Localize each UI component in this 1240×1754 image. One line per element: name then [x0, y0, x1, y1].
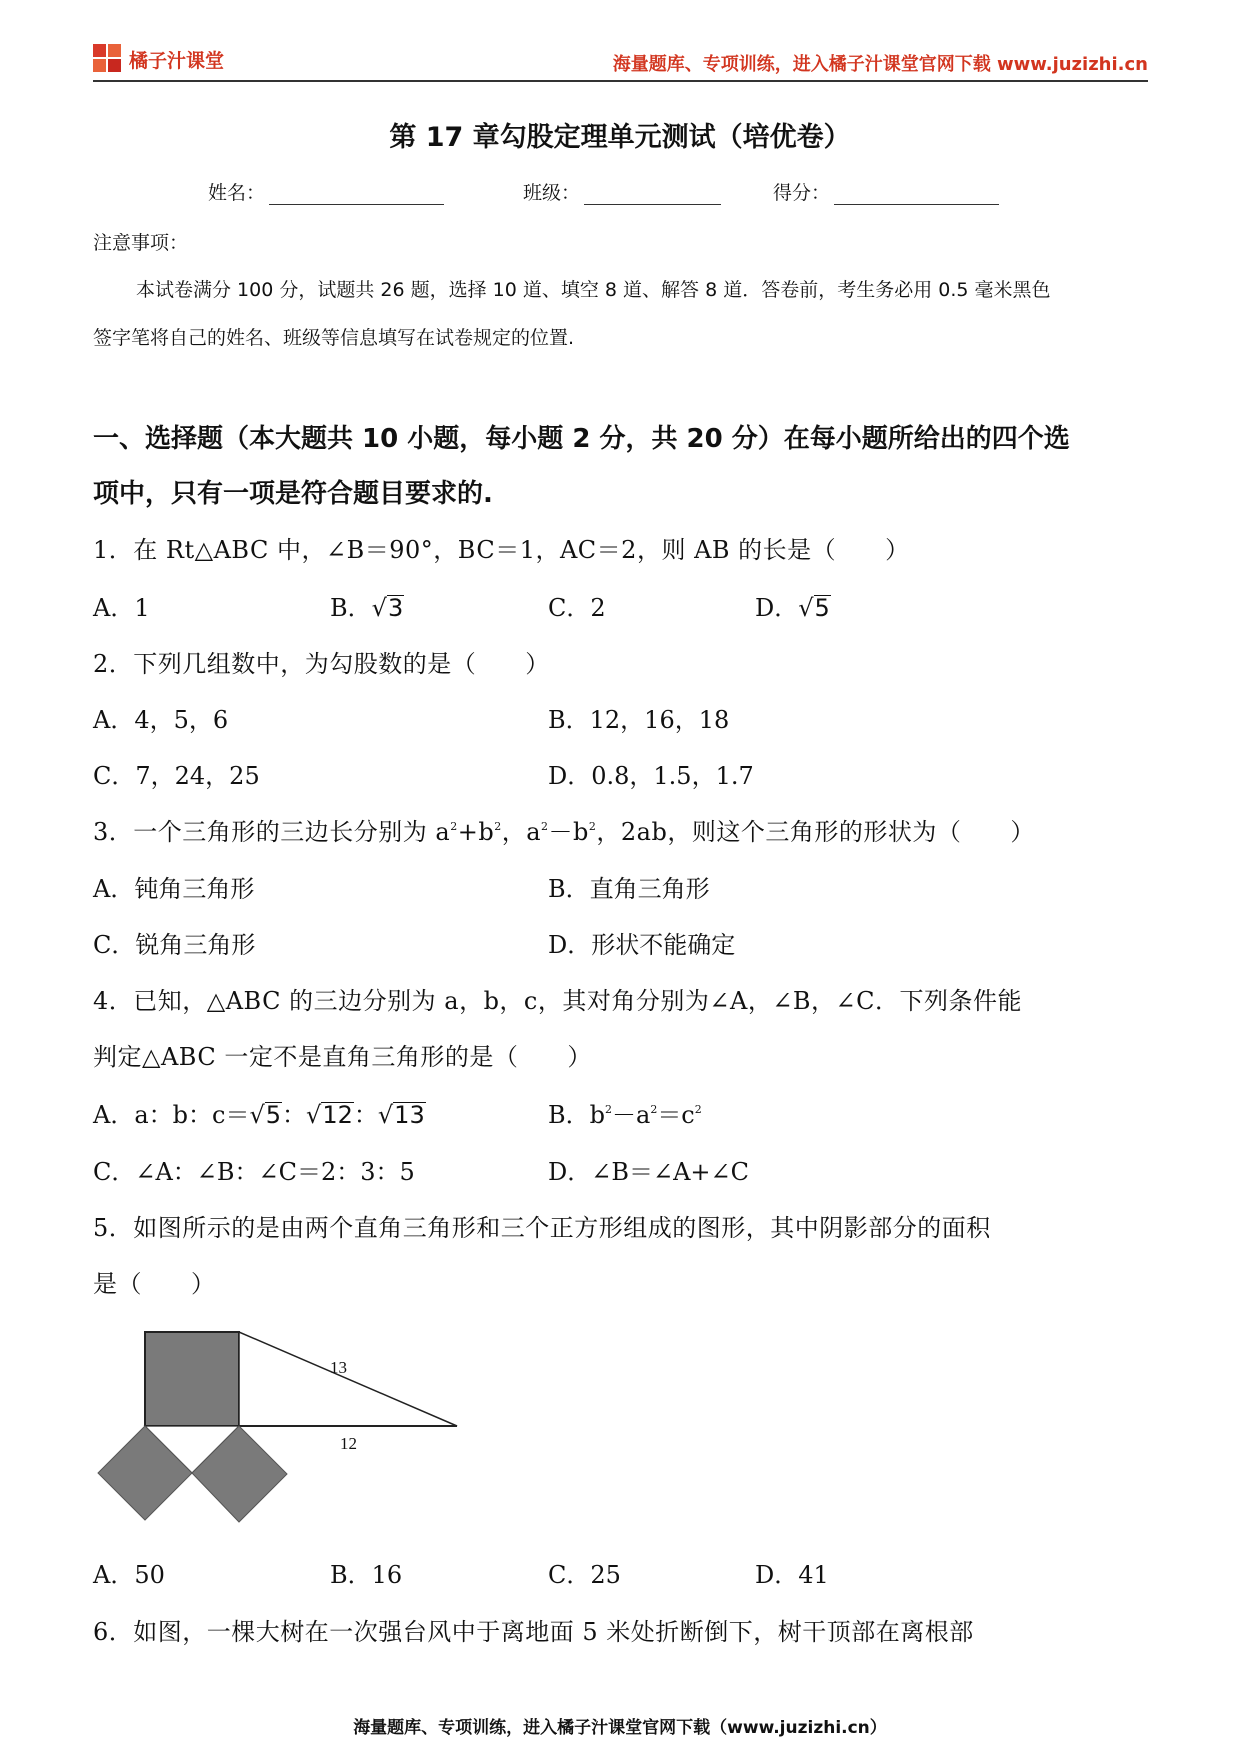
q1-option-b-label: B．: [330, 594, 372, 622]
shaded-square-top: [145, 1332, 239, 1426]
name-blank[interactable]: [269, 186, 444, 205]
class-blank[interactable]: [584, 186, 721, 205]
q2-option-b[interactable]: B．12，16，18: [548, 706, 730, 734]
q1-option-b[interactable]: [330, 588, 404, 623]
notice-line-1: 本试卷满分 100 分，试题共 26 题，选择 10 道、填空 8 道、解答 8 道．答卷前，考生务必用 0.5 毫米黑色: [136, 279, 1051, 301]
sqrt-symbol: √13: [377, 1101, 425, 1129]
large-right-triangle: [239, 1332, 457, 1426]
section-heading-line-2: 项中，只有一项是符合题目要求的.: [93, 479, 493, 509]
question-3-stem: 3．一个三角形的三边长分别为 $a^2+b^2$，$a^2-b^2$，2ab，则这个三角形的形状为（ ）: [93, 818, 1035, 846]
question-4-stem-line-1: 4．已知，△ABC 的三边分别为 a，b，c，其对角分别为∠A，∠B，∠C．下列条件能: [93, 987, 1023, 1015]
class-field[interactable]: [523, 178, 721, 205]
hypotenuse-label: 13: [330, 1358, 347, 1377]
q3-option-a[interactable]: A．钝角三角形: [93, 875, 255, 903]
q1-option-b-radicand: 3: [387, 594, 404, 622]
q3-option-b[interactable]: B．直角三角形: [548, 875, 710, 903]
sqrt-symbol: √5: [798, 594, 830, 622]
score-label: 得分：: [773, 182, 831, 204]
header-slogan-link[interactable]: 海量题库、专项训练，进入橘子汁课堂官网下载 www.juzizhi.cn: [612, 54, 1148, 75]
q1-option-d-radicand: 5: [814, 594, 830, 622]
q3-option-c[interactable]: C．锐角三角形: [93, 931, 256, 959]
class-label: 班级：: [523, 182, 581, 204]
q2-option-a[interactable]: A．4，5，6: [93, 706, 229, 734]
q5-option-a[interactable]: A．50: [93, 1561, 165, 1589]
page-footer: 海量题库、专项训练，进入橘子汁课堂官网下载（www.juzizhi.cn）: [353, 1718, 887, 1738]
notice-heading: 注意事项：: [93, 232, 189, 254]
page-title: 第 17 章勾股定理单元测试（培优卷）: [389, 122, 851, 153]
score-blank[interactable]: [834, 186, 999, 205]
q1-option-c[interactable]: C．2: [548, 594, 606, 622]
q1-option-d[interactable]: [755, 588, 831, 623]
q5-option-c[interactable]: C．25: [548, 1561, 621, 1589]
question-4-stem-line-2: 判定△ABC 一定不是直角三角形的是（ ）: [93, 1043, 592, 1071]
q4-option-b[interactable]: B．$b^2-a^2=c^2$: [548, 1101, 702, 1129]
name-field[interactable]: [208, 178, 444, 205]
question-5-stem-line-1: 5．如图所示的是由两个直角三角形和三个正方形组成的图形，其中阴影部分的面积: [93, 1214, 991, 1242]
q4-option-d[interactable]: D．∠B＝∠A+∠C: [548, 1158, 750, 1186]
q2-option-c[interactable]: C．7，24，25: [93, 762, 260, 790]
name-label: 姓名：: [208, 182, 266, 204]
question-5-stem-line-2: 是（ ）: [93, 1270, 216, 1298]
q5-option-b[interactable]: B．16: [330, 1561, 403, 1589]
page-header: [93, 40, 1148, 80]
q1-option-a[interactable]: A．1: [93, 594, 150, 622]
section-heading-line-1: 一、选择题（本大题共 10 小题，每小题 2 分，共 20 分）在每小题所给出的四个选: [93, 424, 1070, 454]
logo-icon: [93, 44, 123, 74]
question-6-stem: 6．如图，一棵大树在一次强台风中于离地面 5 米处折断倒下，树干顶部在离根部: [93, 1618, 974, 1646]
sqrt-symbol: √3: [371, 594, 404, 622]
base-label: 12: [340, 1434, 357, 1453]
notice-line-2: 签字笔将自己的姓名、班级等信息填写在试卷规定的位置.: [93, 327, 575, 349]
q1-option-d-label: D．: [755, 594, 799, 622]
logo[interactable]: [93, 44, 224, 74]
logo-text: 橘子汁课堂: [129, 49, 225, 72]
sqrt-symbol: √12: [306, 1101, 353, 1129]
question-1-stem: 1．在 Rt△ABC 中，∠B＝90°，BC＝1，AC＝2，则 AB 的长是（ ）: [93, 536, 910, 564]
score-field[interactable]: [773, 178, 999, 205]
q4-option-a[interactable]: A．a：b：c＝√5：√12：√13: [93, 1101, 425, 1129]
header-divider: [93, 80, 1148, 82]
sqrt-symbol: √5: [249, 1101, 282, 1129]
q5-figure: [95, 1325, 475, 1535]
question-2-stem: 2．下列几组数中，为勾股数的是（ ）: [93, 650, 550, 678]
q2-option-d[interactable]: D．0.8，1.5，1.7: [548, 762, 754, 790]
q4-option-c[interactable]: C．∠A：∠B：∠C＝2：3：5: [93, 1158, 415, 1186]
q5-option-d[interactable]: D．41: [755, 1561, 829, 1589]
q3-option-d[interactable]: D．形状不能确定: [548, 931, 736, 959]
